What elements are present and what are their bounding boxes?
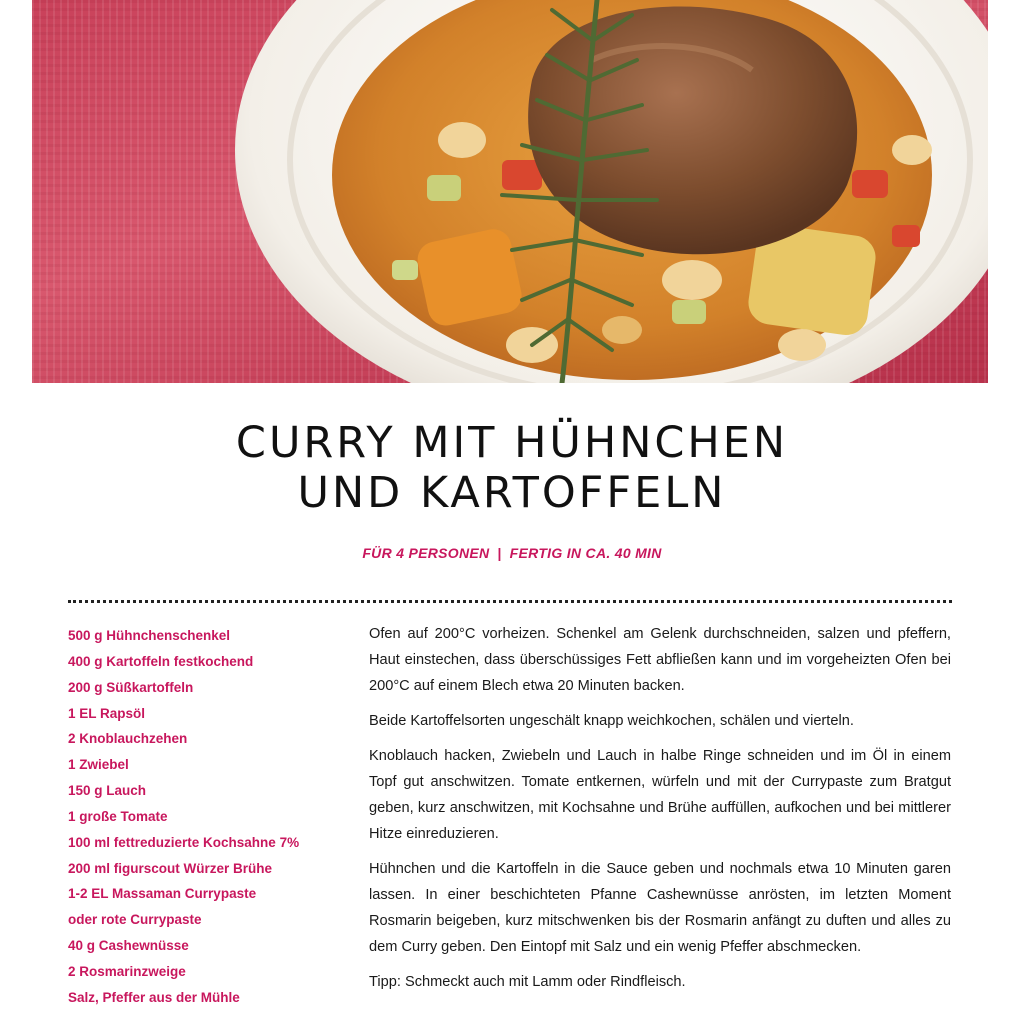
ingredient-item: 2 Knoblauchzehen <box>68 731 188 747</box>
dotted-divider <box>68 600 952 603</box>
ingredient-item: 1-2 EL Massaman Currypaste <box>68 886 257 902</box>
recipe-photo <box>32 0 988 383</box>
ingredient-item: 400 g Kartoffeln festkochend <box>68 653 254 669</box>
ingredient-item: 200 g Süßkartoffeln <box>68 679 194 695</box>
step-paragraph: Ofen auf 200°C vorheizen. Schenkel am Gelenk durchschneiden, salzen und pfeffern, Haut einstechen, dass überschüssiges Fett abfließen kann und im vorgeheizten Ofen bei 200°C auf einem Blech etwa 20 Minuten backen. <box>369 626 951 694</box>
ingredient-item: 500 g Hühnchenschenkel <box>68 628 231 643</box>
ingredient-item: 1 EL Rapsöl <box>68 705 146 721</box>
ingredient-list <box>68 623 348 1011</box>
recipe-title <box>0 418 1024 518</box>
recipe-title-line1: CURRY MIT HÜHNCHEN <box>235 418 789 468</box>
ingredient-item: 1 große Tomate <box>68 808 168 824</box>
meta-separator: | <box>497 545 502 561</box>
step-paragraph: Hühnchen und die Kartoffeln in die Sauce geben und nochmals etwa 10 Minuten garen lassen. In einer beschichteten Pfanne Cashewnüsse anrösten, im letzten Moment Rosmarin beigeben, kurz mitschwenken bis der Rosmarin anfängt zu duften und alles zu dem Curry geben. Den Eintopf mit Salz und ein wenig Pfeffer abschmecken. <box>369 861 951 955</box>
ingredient-item: 40 g Cashewnüsse <box>68 938 189 954</box>
ingredient-item: 1 Zwiebel <box>68 757 129 773</box>
ingredient-item: Salz, Pfeffer aus der Mühle <box>68 989 240 1005</box>
recipe-title-line2: UND KARTOFFELN <box>297 468 727 518</box>
tip-paragraph: Tipp: Schmeckt auch mit Lamm oder Rindfleisch. <box>369 974 686 990</box>
time-label: FERTIG IN CA. 40 MIN <box>509 545 662 561</box>
step-paragraph: Knoblauch hacken, Zwiebeln und Lauch in halbe Ringe schneiden und im Öl in einem Topf gut anschwitzen. Tomate entkernen, würfeln und mit der Currypaste zum Bratgut geben, kurz anschwitzen, mit Kochsahne und Brühe auffüllen, aufkochen und bei mittlerer Hitze einreduzieren. <box>369 748 951 842</box>
servings-label: FÜR 4 PERSONEN <box>362 545 490 561</box>
ingredient-item: 100 ml fettreduzierte Kochsahne 7% <box>68 834 300 850</box>
ingredient-item: 2 Rosmarinzweige <box>68 963 186 979</box>
ingredient-item: 200 ml figurscout Würzer Brühe <box>68 860 273 876</box>
curry-dish-photo-icon <box>32 0 988 383</box>
ingredient-item: 150 g Lauch <box>68 783 147 799</box>
step-paragraph: Beide Kartoffelsorten ungeschält knapp weichkochen, schälen und vierteln. <box>369 713 854 729</box>
ingredient-item: oder rote Currypaste <box>68 912 202 928</box>
recipe-meta <box>0 545 1024 561</box>
preparation-steps <box>369 621 951 1004</box>
